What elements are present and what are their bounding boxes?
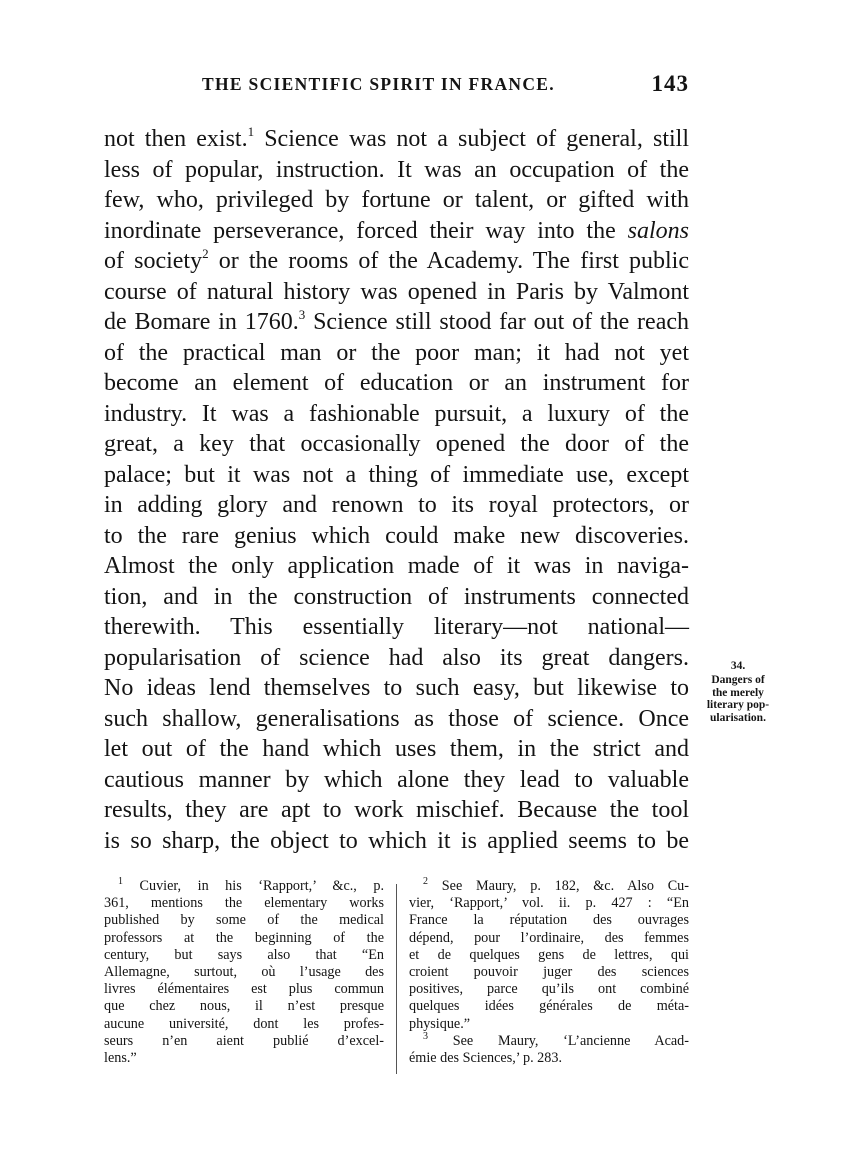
margin-note-line: ularisation. <box>710 712 766 725</box>
text-run: See Maury, p. 182, &c. Also Cu- <box>428 878 689 894</box>
running-title: THE SCIENTIFIC SPIRIT IN FRANCE. <box>202 74 555 94</box>
body-line: popularisation of science had also its great dangers. <box>104 644 689 671</box>
text-run: or the rooms of the Academy. The first public <box>208 248 689 274</box>
body-line: in adding glory and renown to its royal protectors, or <box>104 492 689 518</box>
margin-note-line: Dangers of <box>711 673 765 686</box>
body-line: less of popular, instruction. It was an occupation of the <box>104 156 689 183</box>
footnote-line: vier, ‘Rapport,’ vol. ii. p. 427 : “En <box>409 895 689 912</box>
footnote-line: professors at the beginning of the <box>104 929 384 946</box>
footnote-ref: 3 <box>298 307 306 322</box>
text-run: See Maury, ‘L’ancienne Acad- <box>428 1032 689 1049</box>
footnote-line: Allemagne, surtout, où l’usage des <box>104 963 384 980</box>
footnote-ref: 1 <box>247 124 255 139</box>
italic-word: salons <box>627 217 689 244</box>
body-line: become an element of education or an instrument for <box>104 370 689 396</box>
footnote-line: 361, mentions the elementary works <box>104 895 384 912</box>
body-line <box>104 307 689 338</box>
body-line: therewith. This essentially literary—not national— <box>104 614 689 640</box>
text-run: Science was not a subject of general, still <box>254 126 689 152</box>
footnote-line: croient pouvoir juger des sciences <box>409 963 689 980</box>
footnote-line: dépend, pour l’ordinaire, des femmes <box>409 929 689 946</box>
page-number: 143 <box>651 71 689 96</box>
margin-note <box>692 660 784 725</box>
text-run: Cuvier, in his ‘Rapport,’ &c., p. <box>123 878 384 894</box>
footnote-line: que chez nous, il n’est presque <box>104 998 384 1015</box>
text-run: of society <box>104 248 203 274</box>
body-line: to the rare genius which could make new discoveries. <box>104 522 689 549</box>
footnote-line: quelques idées générales de méta- <box>409 998 689 1015</box>
margin-note-number: 34. <box>730 660 746 672</box>
text-run: inordinate perseverance, forced their way into the <box>104 217 628 244</box>
body-line <box>104 216 689 247</box>
footnote-line: France la réputation des ouvrages <box>409 912 689 929</box>
footnote-line: aucune université, dont les profes- <box>104 1015 384 1032</box>
text-run: Science still stood far out of the reach <box>305 309 689 335</box>
footnote-column-right <box>409 878 689 1067</box>
body-line: course of natural history was opened in Paris by Valmont <box>104 278 689 305</box>
footnote-line: century, but says also that “En <box>104 946 384 963</box>
body-line: is so sharp, the object to which it is applied seems to be <box>104 827 689 854</box>
footnote-line: émie des Sciences,’ p. 283. <box>409 1049 562 1066</box>
body-line: industry. It was a fashionable pursuit, a luxury of the <box>104 400 689 427</box>
body-line: No ideas lend themselves to such easy, but likewise to <box>104 675 689 701</box>
margin-note-line: the merely <box>712 686 764 699</box>
body-line: Almost the only application made of it was in naviga- <box>104 553 689 579</box>
margin-note-line: literary pop- <box>706 699 770 712</box>
footnote-marker: 2 <box>423 876 428 887</box>
text-run: de Bomare in 1760. <box>104 309 299 335</box>
body-line: great, a key that occasionally opened the door of the <box>104 431 689 457</box>
body-line: palace; but it was not a thing of immediate use, except <box>104 461 689 488</box>
footnote-line: lens.” <box>104 1049 137 1066</box>
running-head <box>104 71 689 104</box>
body-line: of the practical man or the poor man; it had not yet <box>104 339 689 366</box>
footnote-line <box>409 1030 689 1050</box>
footnote-line: et de quelques gens de lettres, qui <box>409 946 689 963</box>
footnote-line: positives, parce qu’ils ont combiné <box>409 981 689 998</box>
text-run: not then exist. <box>104 126 248 152</box>
body-line <box>104 246 689 277</box>
footnote-column-left <box>104 878 384 1067</box>
body-text <box>104 124 689 856</box>
body-line: such shallow, generalisations as those of science. Once <box>104 705 689 732</box>
body-line: tion, and in the construction of instruments connected <box>104 583 689 610</box>
footnote-marker: 3 <box>423 1030 428 1042</box>
body-line <box>104 124 689 155</box>
footnote-line <box>409 878 689 895</box>
footnote-line: published by some of the medical <box>104 912 384 929</box>
footnote-line <box>104 878 384 895</box>
body-line: let out of the hand which uses them, in the strict and <box>104 736 689 762</box>
body-line: few, who, privileged by fortune or talent, or gifted with <box>104 187 689 213</box>
footnote-line: seurs n’en aient publié d’excel- <box>104 1032 384 1049</box>
footnote-ref: 2 <box>202 246 209 261</box>
footnote-divider <box>396 884 397 1074</box>
footnote-line: physique.” <box>409 1015 471 1032</box>
body-line: results, they are apt to work mischief. Because the tool <box>104 797 689 823</box>
footnote-marker: 1 <box>118 876 123 887</box>
footnotes <box>104 878 689 1078</box>
footnote-line: livres élémentaires est plus commun <box>104 981 384 998</box>
body-line: cautious manner by which alone they lead to valuable <box>104 766 689 793</box>
